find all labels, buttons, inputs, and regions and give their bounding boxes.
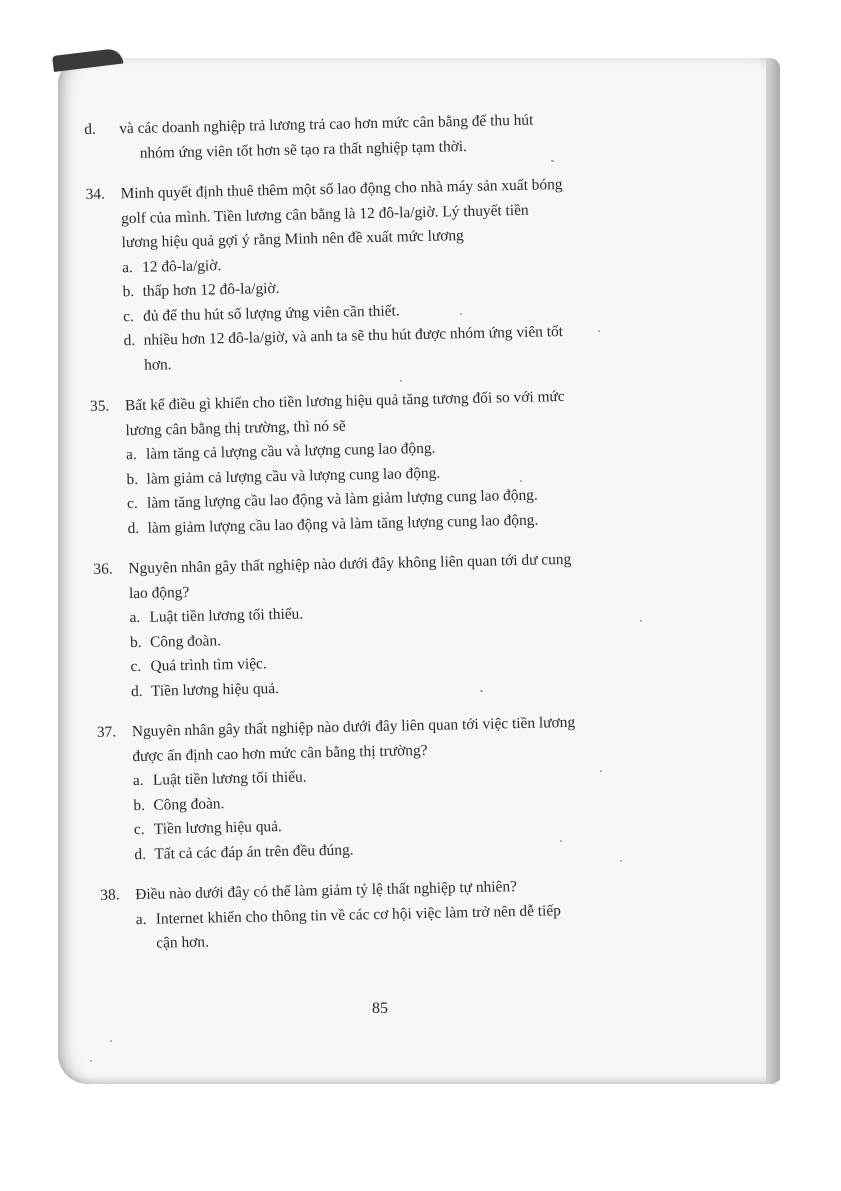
option-letter: d.	[84, 120, 96, 138]
option-letter: c.	[130, 657, 142, 676]
page-content	[84, 105, 701, 957]
option-letter: a.	[135, 910, 147, 928]
scan-speck	[551, 160, 554, 162]
option-letter: b.	[133, 796, 146, 814]
option-text-continued: nhóm ứng viên tốt hơn sẽ tạo ra thất nghiệp tạm thời.	[139, 137, 468, 162]
question-stem-line: Điều nào dưới đây có thể làm giảm tỷ lệ thất nghiệp tự nhiên?	[135, 878, 518, 904]
question-stem-line: Nguyên nhân gây thất nghiệp nào dưới đây không liên quan tới dư cung	[128, 550, 572, 578]
option-text: 12 đô-la/giờ.	[141, 256, 222, 276]
option-letter: b.	[126, 470, 139, 488]
scan-speck	[400, 380, 402, 382]
option-text-continued: cận hơn.	[156, 933, 210, 952]
option-letter: d.	[123, 331, 136, 350]
option-text: và các doanh nghiệp trả lương trả cao hơn mức cân bằng để thu hút	[119, 111, 534, 138]
question-number: 37.	[96, 723, 117, 741]
option-text: làm tăng lượng cầu lao động và làm giảm lượng cung lao động.	[146, 486, 538, 512]
option-letter: a.	[125, 445, 137, 464]
question-number: 34.	[85, 185, 106, 203]
option-text: Tiền lương hiệu quả.	[153, 818, 282, 838]
scan-speck	[480, 690, 483, 692]
option-letter: a.	[129, 608, 141, 627]
option-letter: d.	[130, 682, 143, 700]
question-34-stem	[85, 170, 686, 256]
option-letter: d.	[127, 519, 140, 537]
option-letter: c.	[122, 307, 135, 325]
question-number: 35.	[89, 397, 110, 415]
scan-speck	[560, 840, 562, 842]
option-text-continued: hơn.	[144, 355, 172, 374]
option-letter: b.	[122, 282, 135, 301]
question-stem-line: được ấn định cao hơn mức cân bằng thị trường?	[132, 741, 428, 765]
question-number: 36.	[93, 560, 113, 578]
scan-speck	[110, 1040, 112, 1042]
scan-speck	[90, 1060, 92, 1062]
question-stem-line: golf của mình. Tiền lương cân bằng là 12 đô-la/giờ. Lý thuyết tiền	[120, 201, 529, 227]
question-stem-line: lương cân bằng thị trường, thì nó sẽ	[125, 417, 346, 439]
question-stem-line: lao động?	[128, 583, 190, 602]
page-edge-shadow	[766, 58, 780, 1082]
scan-speck	[620, 860, 622, 862]
option-text: Internet khiến cho thông tin về các cơ hội việc làm trở nên dễ tiếp	[155, 901, 562, 928]
question-stem-line: lương hiệu quả gợi ý rằng Minh nên đề xuất mức lương	[121, 227, 464, 252]
question-stem-line: Nguyên nhân gây thất nghiệp nào dưới đây liên quan tới việc tiền lương	[131, 713, 576, 741]
option-text: Tất cả các đáp án trên đều đúng.	[154, 841, 354, 863]
option-text: Quá trình tìm việc.	[150, 655, 267, 675]
question-number: 38.	[100, 886, 120, 904]
option-text: làm giảm lượng cầu lao động và làm tăng lượng cung lao động.	[147, 511, 539, 537]
option-letter: a.	[121, 258, 133, 276]
option-text: Tiền lương hiệu quả.	[150, 679, 280, 700]
option-letter: b.	[129, 633, 142, 651]
option-letter: c.	[133, 820, 145, 839]
option-text: Công đoàn.	[153, 794, 225, 814]
option-letter: d.	[134, 845, 147, 863]
option-text: Luật tiền lương tối thiểu.	[149, 605, 304, 626]
scan-speck	[600, 770, 602, 772]
option-letter: c.	[126, 494, 138, 513]
option-text: làm giảm cả lượng cầu và lượng cung lao động.	[146, 464, 441, 488]
scan-speck	[598, 330, 600, 332]
question-stem-line: Minh quyết định thuê thêm một số lao động cho nhà máy sản xuất bóng	[120, 175, 563, 203]
option-text: Luật tiền lương tối thiểu.	[152, 768, 307, 789]
option-letter: a.	[132, 771, 144, 790]
page-number: 85	[372, 1000, 388, 1017]
option-text: đủ để thu hút số lượng ứng viên cần thiết.	[142, 301, 400, 325]
option-text: Công đoàn.	[149, 631, 222, 651]
option-text: thấp hơn 12 đô-la/giờ.	[142, 279, 280, 300]
option-text: làm tăng cả lượng cầu và lượng cung lao động.	[145, 439, 436, 463]
scan-speck	[640, 620, 642, 622]
scan-speck	[460, 313, 462, 315]
question-stem-line: Bất kể điều gì khiến cho tiền lương hiệu quả tăng tương đối so với mức	[124, 387, 565, 415]
scan-speck	[520, 480, 522, 482]
option-text: nhiều hơn 12 đô-la/giờ, và anh ta sẽ thu hút được nhóm ứng viên tốt	[143, 323, 564, 349]
